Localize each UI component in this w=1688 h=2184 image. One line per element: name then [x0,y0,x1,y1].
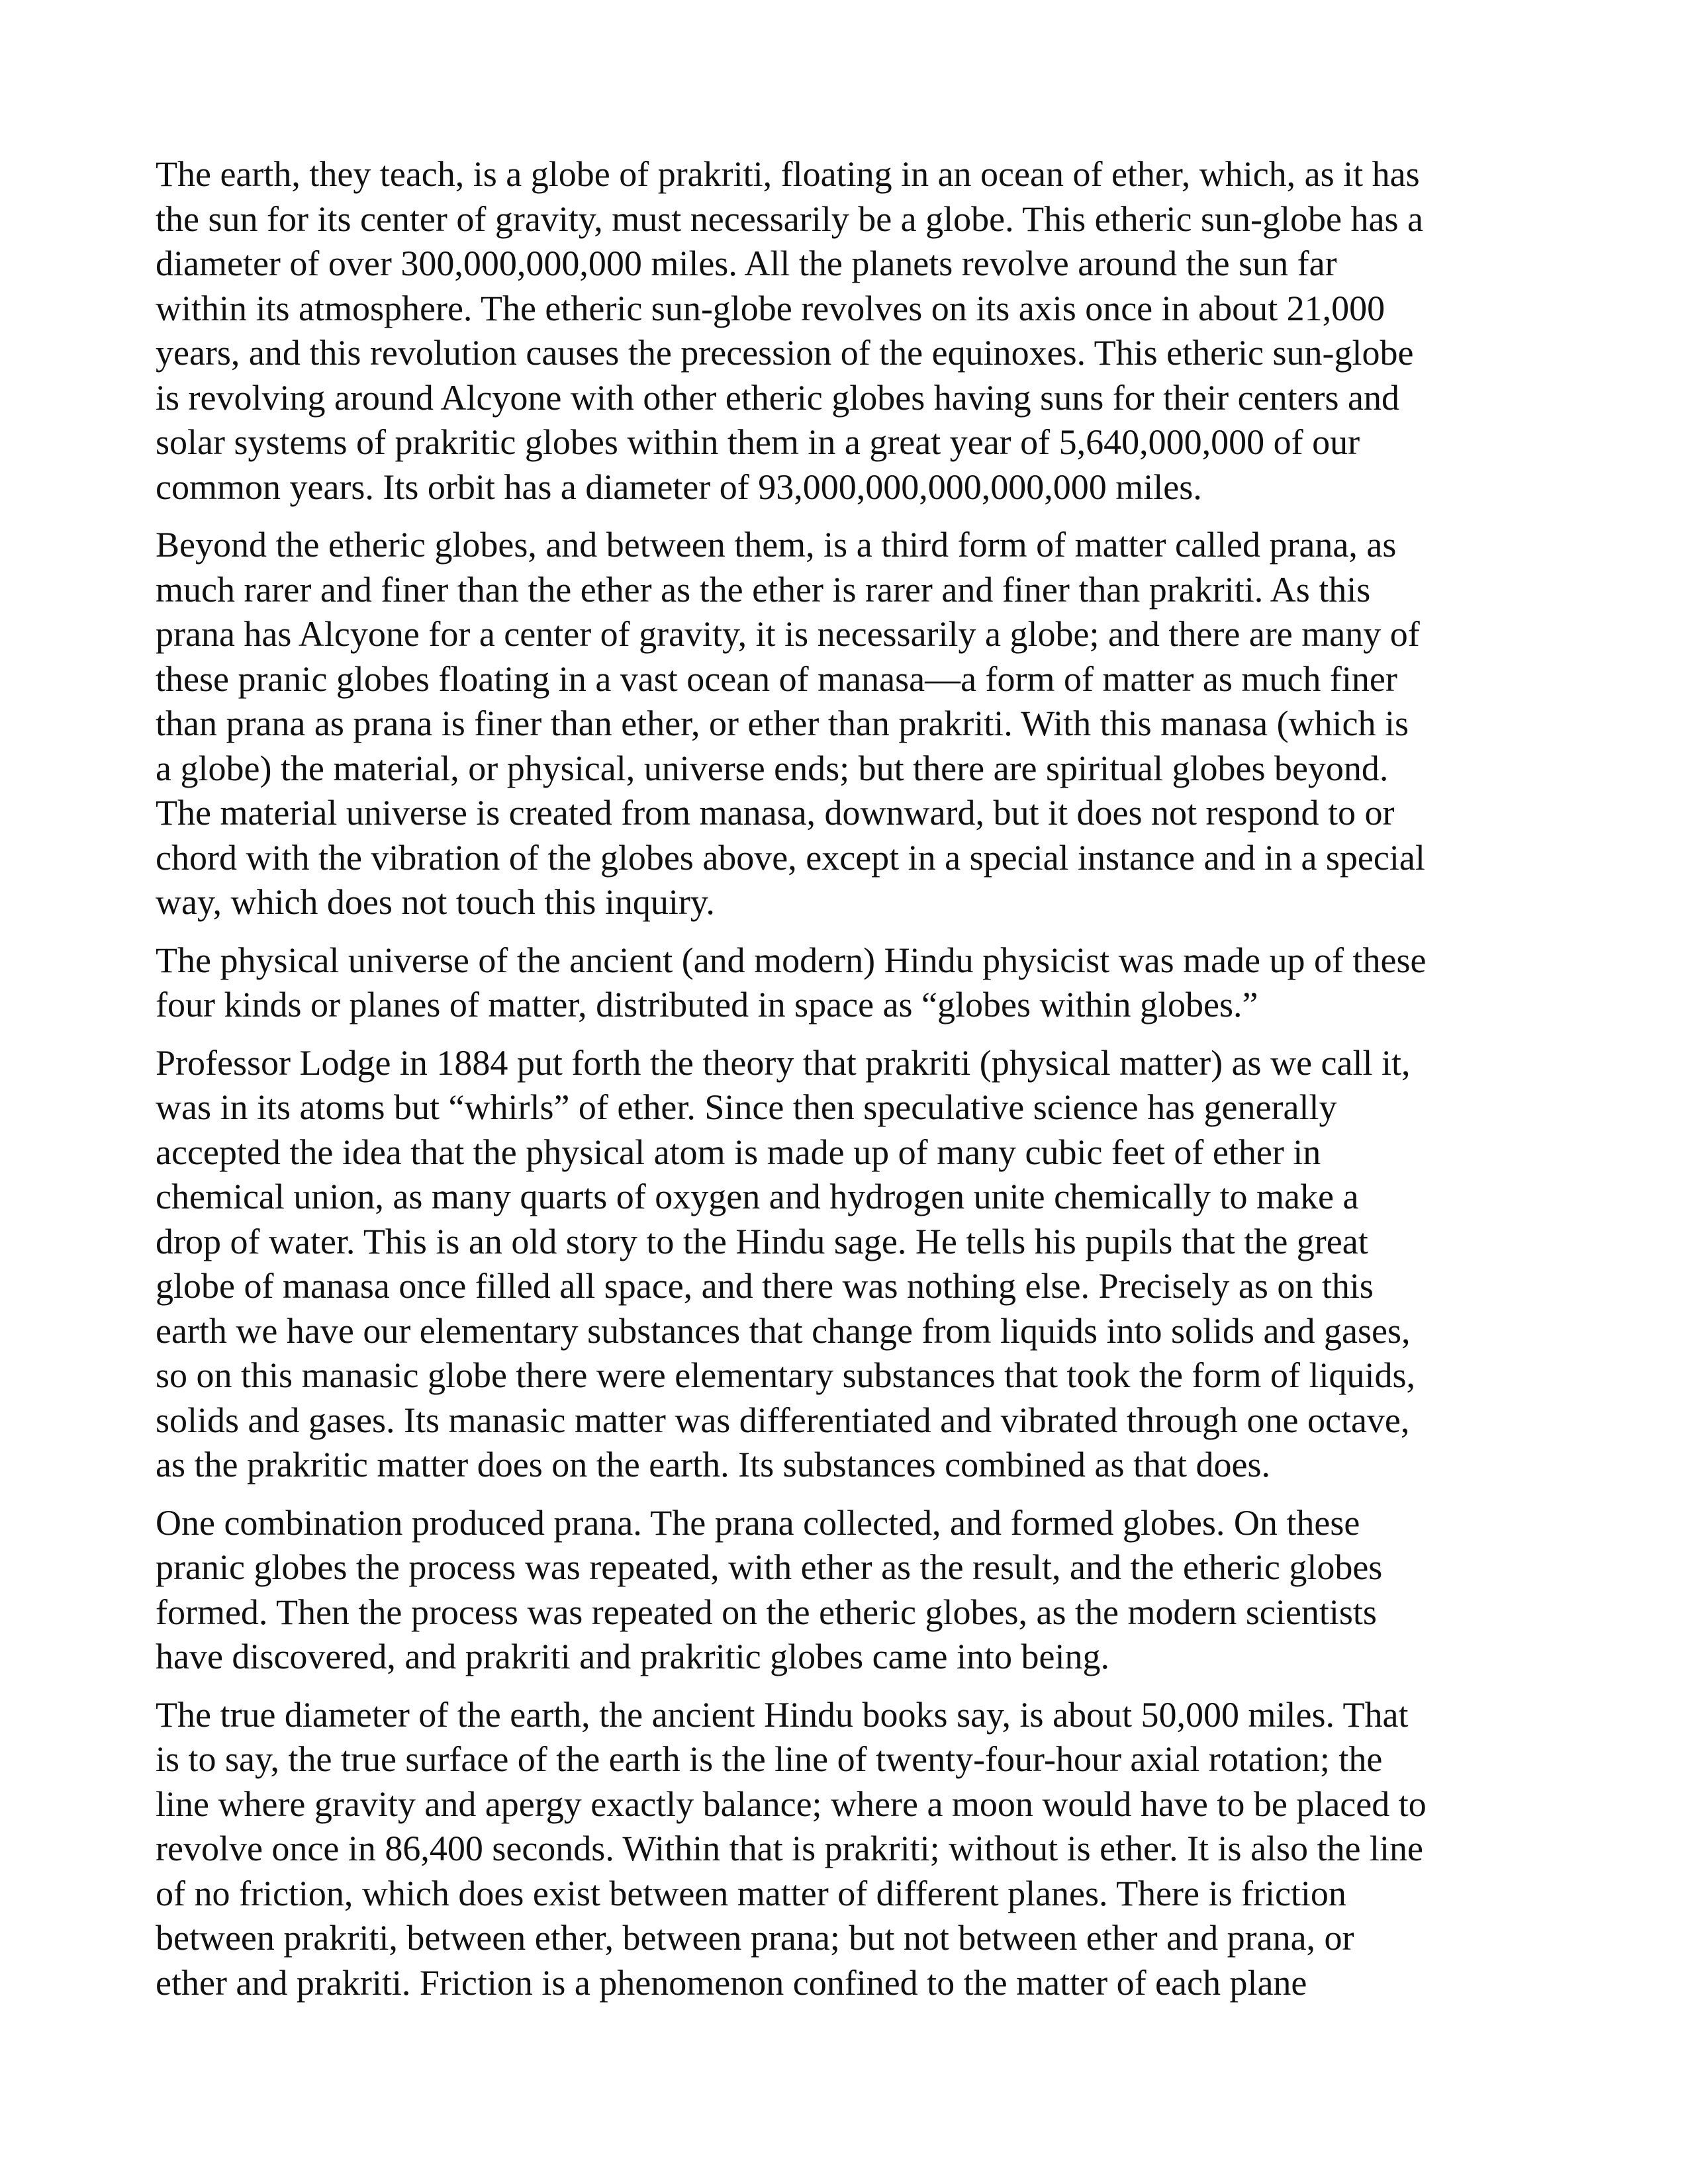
paragraph-professor-lodge: Professor Lodge in 1884 put forth the theory that prakriti (physical matter) as we call it, was in its atoms but “whirls” of ether. Since then speculative science has generally accepted the idea that the physical atom is made up of many cubic feet of ether in chemical union, as many quarts of oxygen and hydrogen unite chemically to make a drop of water. This is an old story to the Hindu sage. He tells his pupils that the great globe of manasa once filled all space, and there was nothing else. Precisely as on this earth we have our elementary substances that change from liquids into solids and gases, so on this manasic globe there were elementary substances that took the form of liquids, solids and gases. Its manasic matter was differentiated and vibrated through one octave, as the prakritic matter does on the earth. Its substances combined as that does. [156,1042,1415,1484]
paragraph-physical-universe: The physical universe of the ancient (and modern) Hindu physicist was made up of these four kinds or planes of matter, distributed in space as “globes within globes.” [156,940,1427,1024]
document-page [156,152,1539,2019]
paragraph-earth-globe: The earth, they teach, is a globe of prakriti, floating in an ocean of ether, which, as it has the sun for its center of gravity, must necessarily be a globe. This etheric sun-globe has a diameter of over 300,000,000,000 miles. All the planets revolve around the sun far within its atmosphere. The etheric sun-globe revolves on its axis once in about 21,000 years, and this revolution causes the precession of the equinoxes. This etheric sun-globe is revolving around Alcyone with other etheric globes having suns for their centers and solar systems of prakritic globes within them in a great year of 5,640,000,000 of our common years. Its orbit has a diameter of 93,000,000,000,000,000 miles. [156,154,1423,507]
paragraph-combination-prana: One combination produced prana. The prana collected, and formed globes. On these pranic globes the process was repeated, with ether as the result, and the etheric globes formed. Then the process was repeated on the etheric globes, as the modern scientists have discovered, and prakriti and prakritic globes came into being. [156,1502,1383,1676]
paragraph-pranic-globes: Beyond the etheric globes, and between them, is a third form of matter called prana, as much rarer and finer than the ether as the ether is rarer and finer than prakriti. As this prana has Alcyone for a center of gravity, it is necessarily a globe; and there are many of these pranic globes floating in a vast ocean of manasa—a form of matter as much finer than prana as prana is finer than ether, or ether than prakriti. With this manasa (which is a globe) the material, or physical, universe ends; but there are spiritual globes beyond. The material universe is created from manasa, downward, but it does not respond to or chord with the vibration of the globes above, except in a special instance and in a special way, which does not touch this inquiry. [156,525,1425,922]
paragraph-true-diameter: The true diameter of the earth, the ancient Hindu books say, is about 50,000 miles. That is to say, the true surface of the earth is the line of twenty-four-hour axial rotation; the line where gravity and apergy exactly balance; where a moon would have to be placed to revolve once in 86,400 seconds. Within that is prakriti; without is ether. It is also the line of no friction, which does exist between matter of different planes. There is friction between prakriti, between ether, between prana; but not between ether and prana, or ether and prakriti. Friction is a phenomenon confined to the matter of each plane [156,1694,1427,2003]
